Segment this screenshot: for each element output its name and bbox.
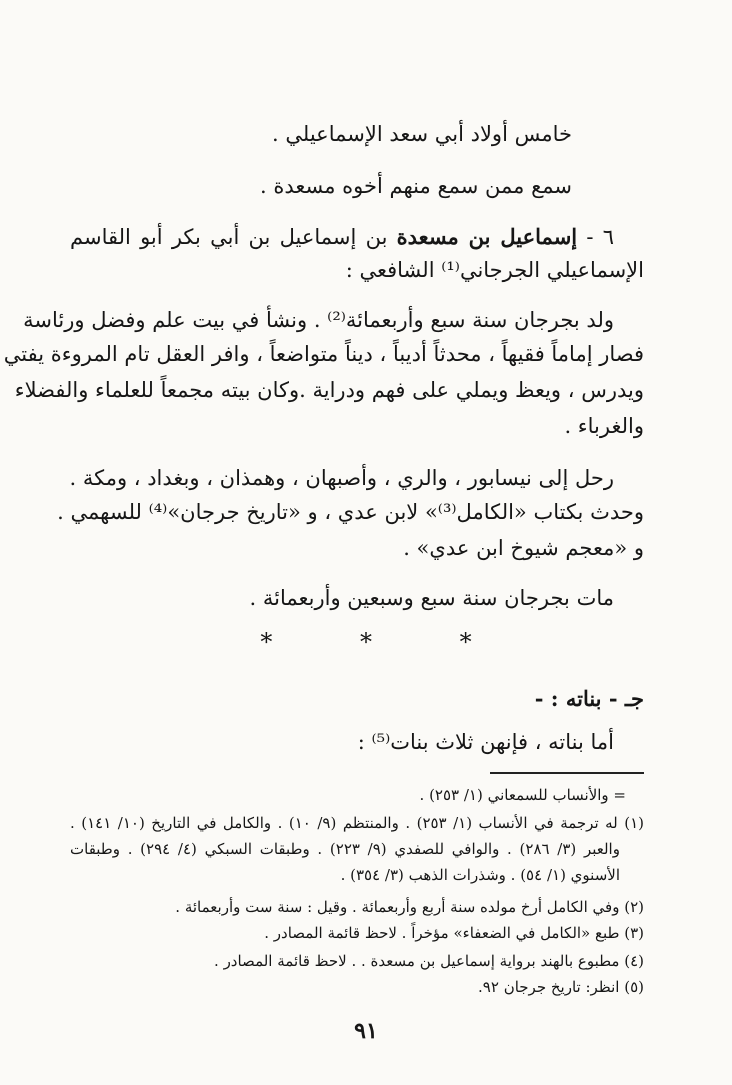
text-line: خامس أولاد أبي سعد الإسماعيلي . [272,122,572,146]
footnote-line: (٣) طبع «الكامل في الضعفاء» مؤخراً . لاحظ قائمة المصادر . [264,924,644,942]
entry-lineage: بن إسماعيل بن أبي بكر أبو القاسم [70,225,397,249]
footnote-line: (٥) انظر: تاريخ جرجان ٩٢. [478,978,644,996]
section-divider-stars: * * * [260,628,512,656]
footnotes [3,0,644,1085]
text-line: والغرباء . [564,414,644,438]
text-line: سمع ممن سمع منهم أخوه مسعدة . [260,174,572,198]
section-heading: جـ - بناته : - [534,686,644,711]
text-line: مات بجرجان سنة سبع وسبعين وأربعمائة . [249,586,614,610]
entry-number: ٦ - [577,225,614,249]
text-line: وحدث بكتاب «الكامل⁽³⁾» لابن عدي ، و «تاريخ جرجان»⁽⁴⁾ للسهمي . [57,500,644,524]
text-line: ولد بجرجان سنة سبع وأربعمائة⁽²⁾ . ونشأ في بيت علم وفضل ورئاسة [23,308,614,332]
footnote-line: الأسنوي (١/ ٥٤) . وشذرات الذهب (٣/ ٣٥٤) . [340,866,620,884]
text-line: رحل إلى نيسابور ، والري ، وأصبهان ، وهمذان ، وبغداد ، ومكة . [69,466,614,490]
footnote-line: (١) له ترجمة في الأنساب (١/ ٢٥٣) . والمنتظم (٩/ ١٠) . والكامل في التاريخ (١٠/ ١٤١) . [70,814,644,832]
footnote-line: (٤) مطبوع بالهند برواية إسماعيل بن مسعدة . . لاحظ قائمة المصادر . [214,952,644,970]
text-line: الإسماعيلي الجرجاني⁽¹⁾ الشافعي : [345,258,644,282]
footnote-line: (٢) وفي الكامل أرخ مولده سنة أربع وأربعمائة . وقيل : سنة ست وأربعمائة . [175,898,644,916]
text-line: أما بناته ، فإنهن ثلاث بنات⁽⁵⁾ : [357,730,614,754]
text-line: فصار إماماً فقيهاً ، محدثاً أديباً ، ديناً متواضعاً ، وافر العقل تام المروءة يفتي [3,342,644,366]
text-line: ويدرس ، ويعظ ويملي على فهم ودراية .وكان بيته مجمعاً للعلماء والفضلاء [14,378,644,402]
text-line: و «معجم شيوخ ابن عدي» . [403,536,644,560]
footnote-line: = والأنساب للسمعاني (١/ ٢٥٣) . [419,786,626,804]
page-number: ٩١ [354,1018,378,1044]
entry-name: إسماعيل بن مسعدة [396,224,578,249]
footnote-line: والعبر (٣/ ٢٨٦) . والوافي للصفدي (٩/ ٢٢٣) . وطبقات السبكي (٤/ ٢٩٤) . وطبقات [70,840,620,858]
